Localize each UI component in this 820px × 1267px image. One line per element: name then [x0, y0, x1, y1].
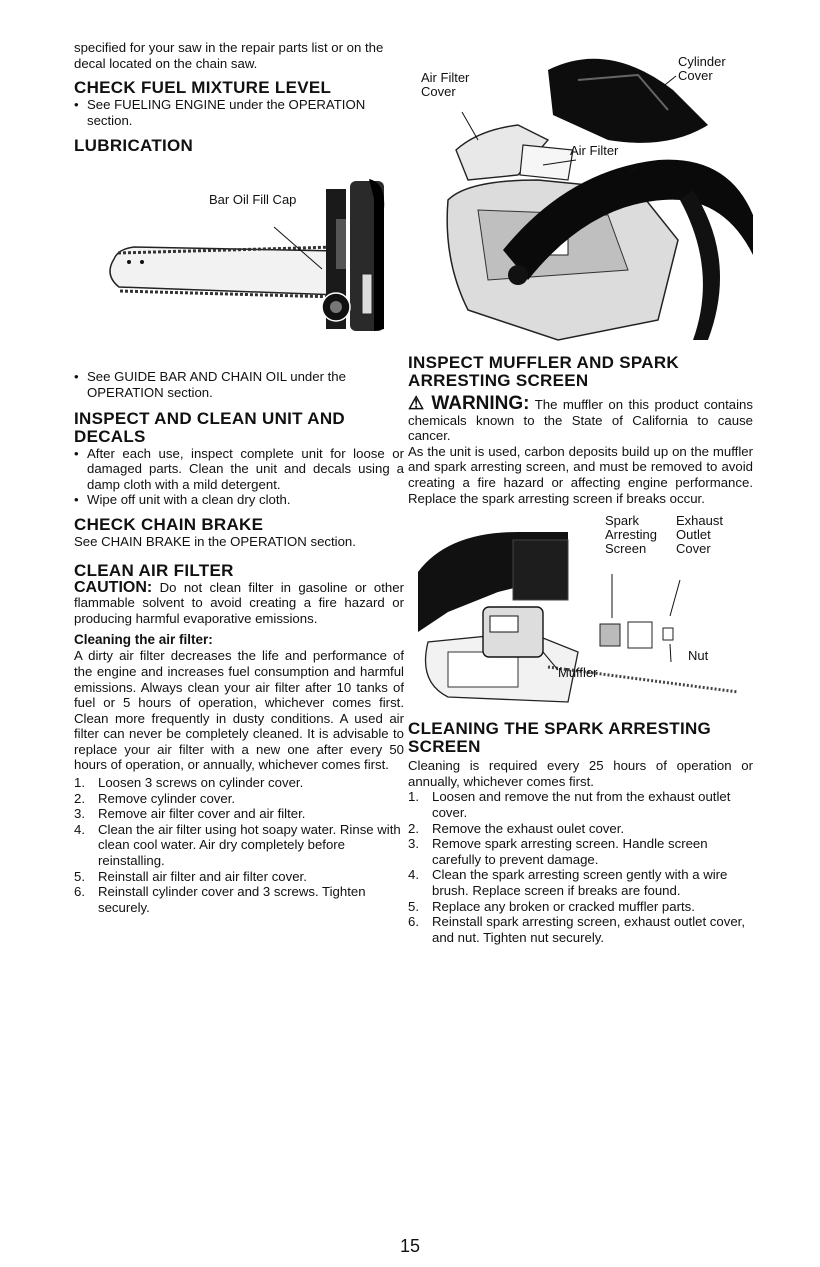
page-number: 15	[399, 1236, 421, 1256]
inspect-clean-bullet: • Wipe off unit with a clean dry cloth.	[74, 492, 404, 508]
right-column	[408, 40, 753, 945]
warning-text: The muffler on this product contains chemicals known to the State of California to cause cancer.	[408, 397, 753, 444]
step-item: 1. Loosen and remove the nut from the exhaust outlet cover.	[408, 789, 731, 820]
inspect-clean-bullet: • After each use, inspect complete unit for loose or damaged parts. Clean the unit and decals using a damp cloth with a mild detergent.	[74, 446, 404, 493]
cylinder-cover-label: Cylinder Cover	[678, 54, 726, 83]
step-item: 5. Reinstall air filter and air filter cover.	[74, 868, 307, 884]
cleaning-text: Cleaning is required every 25 hours of operation or annually, whichever comes first.	[408, 758, 753, 789]
step-item: 2. Remove cylinder cover.	[74, 790, 236, 806]
muffler-heading: INSPECT MUFFLER AND SPARK ARRESTING SCREEN	[408, 353, 679, 390]
chain-brake-text: See CHAIN BRAKE in the OPERATION section.	[74, 533, 356, 549]
step-item: 4. Clean the spark arresting screen gently with a wire brush. Replace screen if breaks are found.	[408, 867, 728, 898]
fuel-bullet: • See FUELING ENGINE under the OPERATION section.	[74, 97, 404, 128]
air-filter-subheading: Cleaning the air filter:	[74, 632, 213, 648]
warning-label: WARNING:	[431, 393, 530, 414]
muffler-text: As the unit is used, carbon deposits build up on the muffler and spark arresting screen, and must be removed to avoid creating a fire hazard or affecting engine performance. Replace the spark arresting screen if breaks occur.	[408, 443, 753, 506]
step-item: 6. Reinstall cylinder cover and 3 screws. Tighten securely.	[74, 884, 366, 915]
fuel-list	[74, 97, 404, 128]
chainsaw-bar-illustration	[74, 159, 404, 359]
muffler-label: Muffler	[558, 665, 598, 681]
inspect-clean-list	[74, 446, 404, 508]
caution-label: CAUTION:	[74, 578, 153, 596]
step-item: 3. Remove air filter cover and air filter.	[74, 806, 306, 822]
nut-label: Nut	[688, 648, 709, 664]
air-filter-label: Air Filter	[570, 143, 619, 158]
fuel-heading: CHECK FUEL MIXTURE LEVEL	[74, 78, 332, 98]
caution-paragraph	[74, 580, 404, 627]
cleaning-heading: CLEANING THE SPARK ARRESTING SCREEN	[408, 719, 712, 757]
warning-paragraph	[408, 393, 753, 444]
caution-text: Do not clean filter in gasoline or other flammable solvent to avoid creating a fire hazard or producing harmful evaporative emissions.	[74, 579, 404, 626]
step-item: 6. Reinstall spark arresting screen, exhaust outlet cover, and nut. Tighten nut securely.	[408, 914, 745, 945]
exhaust-cover-label: Exhaust Outlet Cover	[676, 513, 723, 557]
chain-brake-heading: CHECK CHAIN BRAKE	[74, 514, 264, 534]
lubrication-heading: LUBRICATION	[74, 136, 194, 156]
bar-oil-figure	[74, 159, 404, 359]
spark-screen-figure	[408, 512, 753, 712]
lubrication-list	[74, 369, 404, 400]
air-filter-heading: CLEAN AIR FILTER	[74, 560, 234, 580]
spark-screen-label: Spark Arresting Screen	[605, 513, 658, 557]
step-item: 3. Remove spark arresting screen. Handle screen carefully to prevent damage.	[408, 836, 708, 867]
step-item: 5. Replace any broken or cracked muffler parts.	[408, 898, 695, 914]
left-column	[74, 40, 404, 915]
air-filter-figure	[408, 40, 753, 350]
air-filter-steps	[74, 775, 404, 915]
intro-text: specified for your saw in the repair parts list or on the decal located on the chain saw.	[74, 40, 384, 71]
step-item: 1. Loosen 3 screws on cylinder cover.	[74, 775, 304, 791]
inspect-clean-heading: INSPECT AND CLEAN UNIT AND DECALS	[74, 408, 345, 446]
air-filter-cover-label: Air Filter Cover	[421, 70, 470, 99]
bar-oil-fill-cap-label: Bar Oil Fill Cap	[209, 192, 297, 208]
air-filter-text: A dirty air filter decreases the life and performance of the engine and increases fuel consumption and harmful emissions. Always clean your air filter after 10 tanks of fuel or 5 hours of operation, whichever comes first. Clean more frequently in dusty conditions. A used air filter can never be completely cleaned. It is advisable to replace your air filter with a new one after every 50 hours of operation, or annually, whichever comes first.	[74, 648, 404, 773]
warning-icon: ⚠	[408, 393, 426, 413]
step-item: 4. Clean the air filter using hot soapy water. Rinse with clean cool water. Air dry completely before reinstalling.	[74, 821, 401, 869]
lubrication-bullet: • See GUIDE BAR AND CHAIN OIL under the OPERATION section.	[74, 369, 404, 400]
cleaning-steps	[408, 789, 753, 945]
step-item: 2. Remove the exhaust oulet cover.	[408, 820, 625, 836]
